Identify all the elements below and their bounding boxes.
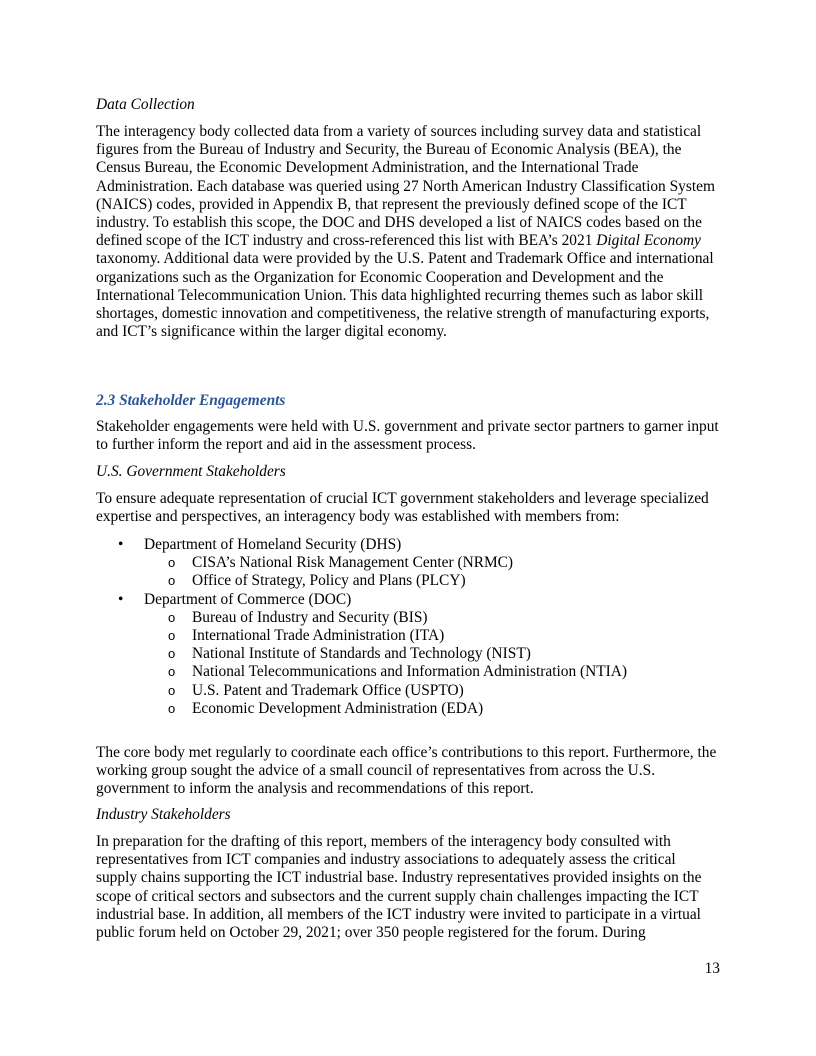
circle-bullet-icon: o [168, 700, 176, 716]
circle-bullet-icon: o [168, 555, 176, 571]
list-item-office [96, 682, 736, 700]
bullet-icon: • [118, 590, 124, 608]
office-name: National Institute of Standards and Technology (NIST) [192, 645, 531, 663]
industry-stakeholders-heading: Industry Stakeholders [96, 806, 231, 823]
office-name: Economic Development Administration (EDA) [192, 699, 484, 717]
office-list [144, 609, 736, 718]
government-closing-paragraph: The core body met regularly to coordinate each office’s contributions to this report. Furthermore, the working group sought the advice of a small council of representatives from across the U.S. government to inform the analysis and recommendations of this report. [96, 744, 717, 798]
section-heading-stakeholder-engagements: 2.3 Stakeholder Engagements [96, 392, 286, 409]
stakeholder-intro-paragraph: Stakeholder engagements were held with U.S. government and private sector partners to garner input to further inform the report and aid in the assessment process. [96, 418, 719, 454]
department-list [96, 536, 736, 718]
department-name: Department of Commerce (DOC) [144, 590, 352, 608]
list-item-office [96, 572, 736, 590]
list-item-office [96, 645, 736, 663]
list-item-office [96, 554, 736, 572]
data-collection-text-2: taxonomy. Additional data were provided by the U.S. Patent and Trademark Office and international organizations such as the Organization for Economic Cooperation and Development and the International Telecommunication Union. This data highlighted recurring themes such as labor skill shortages, domestic innovation and competitiveness, the relative strength of manufacturing exports, and ICT’s significance within the larger digital economy. [96, 250, 714, 341]
office-list [144, 554, 736, 590]
circle-bullet-icon: o [168, 609, 176, 625]
data-collection-heading: Data Collection [96, 96, 195, 113]
list-item-office [96, 700, 736, 718]
list-item-office [96, 663, 736, 681]
office-name: Bureau of Industry and Security (BIS) [192, 608, 428, 626]
office-name: National Telecommunications and Information Administration (NTIA) [192, 663, 628, 681]
list-item-office [96, 627, 736, 645]
circle-bullet-icon: o [168, 664, 176, 680]
government-intro-paragraph: To ensure adequate representation of crucial ICT government stakeholders and leverage specialized expertise and perspectives, an interagency body was established with members from: [96, 490, 709, 526]
office-name: U.S. Patent and Trademark Office (USPTO) [192, 681, 464, 699]
circle-bullet-icon: o [168, 573, 176, 589]
list-item-office [96, 609, 736, 627]
circle-bullet-icon: o [168, 628, 176, 644]
list-item-department [96, 536, 736, 591]
department-name: Department of Homeland Security (DHS) [144, 536, 402, 553]
digital-economy-italic: Digital Economy [596, 232, 701, 250]
data-collection-text-1: The interagency body collected data from a variety of sources including survey data and statistical figures from the Bureau of Industry and Security, the Bureau of Economic Analysis (BEA), the Census Bureau, the Economic Development Administration, and the International Trade Administration. Each database was queried using 27 North American Industry Classification System (NAICS) codes, provided in Appendix B, that represent the previously defined scope of the ICT industry. To establish this scope, the DOC and DHS developed a list of NAICS codes based on the defined scope of the ICT industry and cross-referenced this list with BEA’s 2021 [96, 123, 715, 250]
office-name: Office of Strategy, Policy and Plans (PLCY) [192, 572, 466, 590]
government-stakeholders-heading: U.S. Government Stakeholders [96, 463, 286, 480]
bullet-icon: • [118, 536, 124, 553]
office-name: International Trade Administration (ITA) [192, 627, 445, 645]
industry-paragraph: In preparation for the drafting of this report, members of the interagency body consulted with representatives from ICT companies and industry associations to adequately assess the critical supply chains supporting the ICT industrial base. Industry representatives provided insights on the scope of critical sectors and subsectors and the current supply chain challenges impacting the ICT industrial base. In addition, all members of the ICT industry were invited to participate in a virtual public forum held on October 29, 2021; over 350 people registered for the forum. During [96, 833, 702, 942]
circle-bullet-icon: o [168, 682, 176, 698]
office-name: CISA’s National Risk Management Center (NRMC) [192, 554, 514, 572]
page-number: 13 [704, 960, 720, 977]
data-collection-paragraph [96, 123, 720, 341]
circle-bullet-icon: o [168, 646, 176, 662]
list-item-department [96, 591, 736, 718]
